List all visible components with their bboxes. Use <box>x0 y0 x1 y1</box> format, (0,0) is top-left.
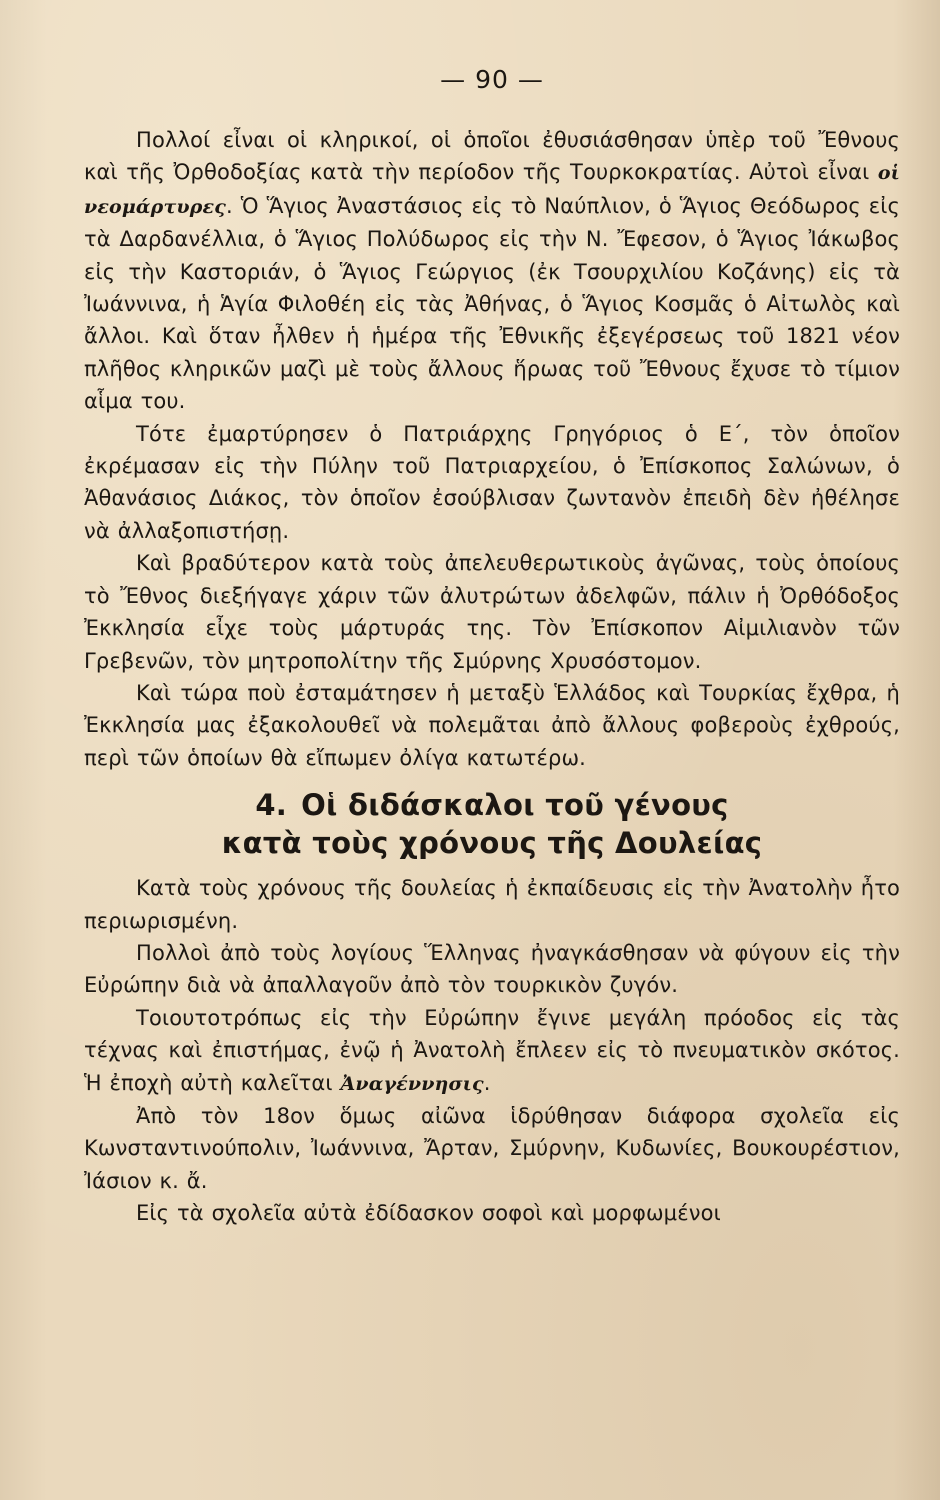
paragraph-schools-founded: Ἀπὸ τὸν 18ον ὅμως αἰῶνα ἱδρύθησαν διάφορα σχολεῖα εἰς Κωνσταντινούπολιν, Ἰωάννινα, Ἄρταν, Σμύρνην, Κυδωνίες, Βουκουρέστιον, Ἰάσιον κ. ἄ. <box>84 1103 900 1193</box>
paragraph-patriarch: Τότε ἐμαρτύρησεν ὁ Πατριάρχης Γρηγόριος ὁ Ε΄, τὸν ὁποῖον ἐκρέμασαν εἰς τὴν Πύλην τοῦ Πατριαρχείου, ὁ Ἐπίσκοπος Σαλώνων, ὁ Ἀθανάσιος Διάκος, τὸν ὁποῖον ἐσούβλισαν ζωντανὸν ἐπειδὴ δὲν ἠθέλησε νὰ ἀλλαξοπιστήσῃ. <box>84 421 900 543</box>
section-number: 4. <box>255 788 288 823</box>
section-heading <box>84 786 900 862</box>
section-title-line1: Οἱ διδάσκαλοι τοῦ γένους <box>301 788 729 823</box>
paragraph-church-enemies: Καὶ τώρα ποὺ ἐσταμάτησεν ἡ μεταξὺ Ἑλλάδος καὶ Τουρκίας ἔχθρα, ἡ Ἐκκλησία μας ἐξακολουθεῖ νὰ πολεμᾶται ἀπὸ ἄλλους φοβεροὺς ἐχθρούς, περὶ τῶν ὁποίων θὰ εἴπωμεν ὀλίγα κατωτέρω. <box>84 680 900 770</box>
emphasis-neomartyres: οἱ νεομάρτυρες <box>84 162 900 218</box>
book-page <box>84 60 900 1230</box>
paragraph-liberation-struggles: Καὶ βραδύτερον κατὰ τοὺς ἀπελευθερωτικοὺς ἀγῶνας, τοὺς ὁποίους τὸ Ἔθνος διεξήγαγε χάριν τῶν ἀλυτρώτων ἀδελφῶν, πάλιν ἡ Ὀρθόδοξος Ἐκκλησία εἶχε τοὺς μάρτυράς της. Τὸν Ἐπίσκοπον Αἰμιλιανὸν τῶν Γρεβενῶν, τὸν μητροπολίτην τῆς Σμύρνης Χρυσόστομον. <box>84 551 900 673</box>
paragraph-scholars-fled: Πολλοὶ ἀπὸ τοὺς λογίους Ἕλληνας ἠναγκάσθησαν νὰ φύγουν εἰς τὴν Εὐρώπην διὰ νὰ ἀπαλλαγοῦν ἀπὸ τὸν τουρκικὸν ζυγόν. <box>84 940 900 998</box>
body-text-top <box>84 124 900 774</box>
paragraph-education-limited: Κατὰ τοὺς χρόνους τῆς δουλείας ἡ ἐκπαίδευσις εἰς τὴν Ἀνατολὴν ἦτο περιωρισμένη. <box>84 876 900 933</box>
page-number: — 90 — <box>440 65 544 94</box>
paragraph-martyrs: Πολλοί εἶναι οἱ κληρικοί, οἱ ὁποῖοι ἐθυσιάσθησαν ὑπὲρ τοῦ Ἔθνους καὶ τῆς Ὀρθοδοξίας κατὰ τὴν περίοδον τῆς Τουρκοκρατίας. Αὐτοὶ εἶναι οἱ νεομάρτυρες. Ὁ Ἅγιος Ἀναστάσιος εἰς τὸ Ναύπλιον, ὁ Ἅγιος Θεόδωρος εἰς τὰ Δαρδανέλλια, ὁ Ἅγιος Πολύδωρος εἰς τὴν Ν. Ἔφεσον, ὁ Ἅγιος Ἰάκωβος εἰς τὴν Καστοριάν, ὁ Ἅγιος Γεώργιος (ἐκ Τσουρχιλίου Κοζάνης) εἰς τὰ Ἰωάννινα, ἡ Ἁγία Φιλοθέη εἰς τὰς Ἀθήνας, ὁ Ἅγιος Κοσμᾶς ὁ Αἰτωλὸς καὶ ἄλλοι. Καὶ ὅταν ἦλθεν ἡ ἡμέρα τῆς Ἐθνικῆς ἐξεγέρσεως τοῦ 1821 νέον πλῆθος κληρικῶν μαζὶ μὲ τοὺς ἄλλους ἥρωας τοῦ Ἔθνους ἔχυσε τὸ τίμιον αἷμα του. <box>84 128 900 414</box>
emphasis-anagennisis: Ἀναγέννησις <box>340 1072 484 1095</box>
paragraph-renaissance: Τοιουτοτρόπως εἰς τὴν Εὐρώπην ἔγινε μεγάλη πρόοδος εἰς τὰς τέχνας καὶ ἐπιστήμας, ἐνῷ ἡ Ἀνατολὴ ἔπλεεν εἰς τὸ πνευματικὸν σκότος. Ἡ ἐποχὴ αὐτὴ καλεῖται Ἀναγέννησις. <box>84 1005 900 1095</box>
body-text-bottom <box>84 872 900 1229</box>
paragraph-teachers: Εἰς τὰ σχολεῖα αὐτὰ ἐδίδασκον σοφοὶ καὶ μορφωμένοι <box>136 1201 721 1226</box>
section-title-line2: κατὰ τοὺς χρόνους τῆς Δουλείας <box>221 826 763 861</box>
